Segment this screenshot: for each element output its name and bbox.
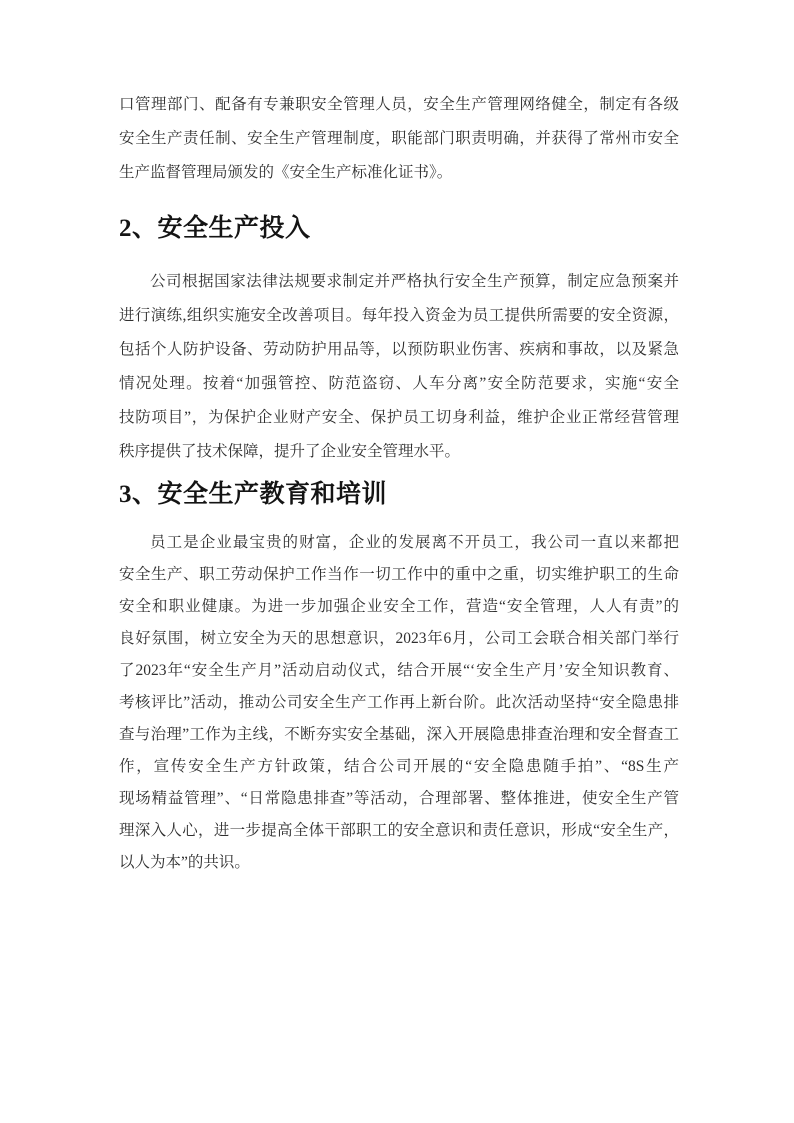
text-line: 公司根据国家法律法规要求制定并严格执行安全生产预算，制定应急预案并: [150, 273, 679, 290]
text-line: 理深入人心，进一步提高全体干部职工的安全意识和责任意识，形成“安全生产，: [119, 822, 679, 839]
paragraph-safety-education-training: [119, 527, 679, 879]
text-line: 考核评比”活动，推动公司安全生产工作再上新台阶。此次活动坚持“安全隐患排: [119, 694, 679, 711]
text-line: 良好氛围，树立安全为天的思想意识，2023年6月，公司工会联合相关部门举行: [119, 630, 679, 647]
text-line: 员工是企业最宝贵的财富，企业的发展离不开员工，我公司一直以来都把: [150, 534, 679, 551]
text-line: 安全和职业健康。为进一步加强企业安全工作，营造“安全管理，人人有责”的: [119, 598, 679, 615]
text-line: 秩序提供了技术保障，提升了企业安全管理水平。: [119, 443, 461, 460]
text-line: 包括个人防护设备、劳动防护用品等，以预防职业伤害、疾病和事故，以及紧急: [119, 341, 679, 358]
text-line: 口管理部门、配备有专兼职安全管理人员，安全生产管理网络健全，制定有各级: [119, 96, 679, 113]
text-line: 进行演练,组织实施安全改善项目。每年投入资金为员工提供所需要的安全资源，: [119, 307, 679, 324]
text-line: 以人为本”的共识。: [119, 854, 250, 871]
heading-safety-education-training: 3、安全生产教育和培训: [119, 481, 388, 508]
text-line: 生产监督管理局颁发的《安全生产标准化证书》。: [119, 164, 453, 181]
paragraph-management-network: [119, 88, 679, 190]
text-line: 查与治理”工作为主线，不断夯实安全基础，深入开展隐患排查治理和安全督查工: [119, 726, 679, 743]
text-line: 技防项目”，为保护企业财产安全、保护员工切身利益，维护企业正常经营管理: [119, 409, 679, 426]
text-line: 作，宣传安全生产方针政策，结合公司开展的“安全隐患随手拍”、“8S生产: [119, 758, 679, 775]
text-line: 了2023年“安全生产月”活动启动仪式，结合开展“‘安全生产月’安全知识教育、: [119, 662, 679, 679]
text-line: 现场精益管理”、“日常隐患排查”等活动，合理部署、整体推进，使安全生产管: [119, 790, 679, 807]
text-line: 安全生产、职工劳动保护工作当作一切工作中的重中之重，切实维护职工的生命: [119, 566, 679, 583]
text-line: 安全生产责任制、安全生产管理制度，职能部门职责明确，并获得了常州市安全: [119, 130, 679, 147]
heading-safety-investment: 2、安全生产投入: [119, 215, 311, 242]
text-line: 情况处理。按着“加强管控、防范盗窃、人车分离”安全防范要求，实施“安全: [119, 375, 679, 392]
paragraph-safety-investment: [119, 265, 679, 469]
